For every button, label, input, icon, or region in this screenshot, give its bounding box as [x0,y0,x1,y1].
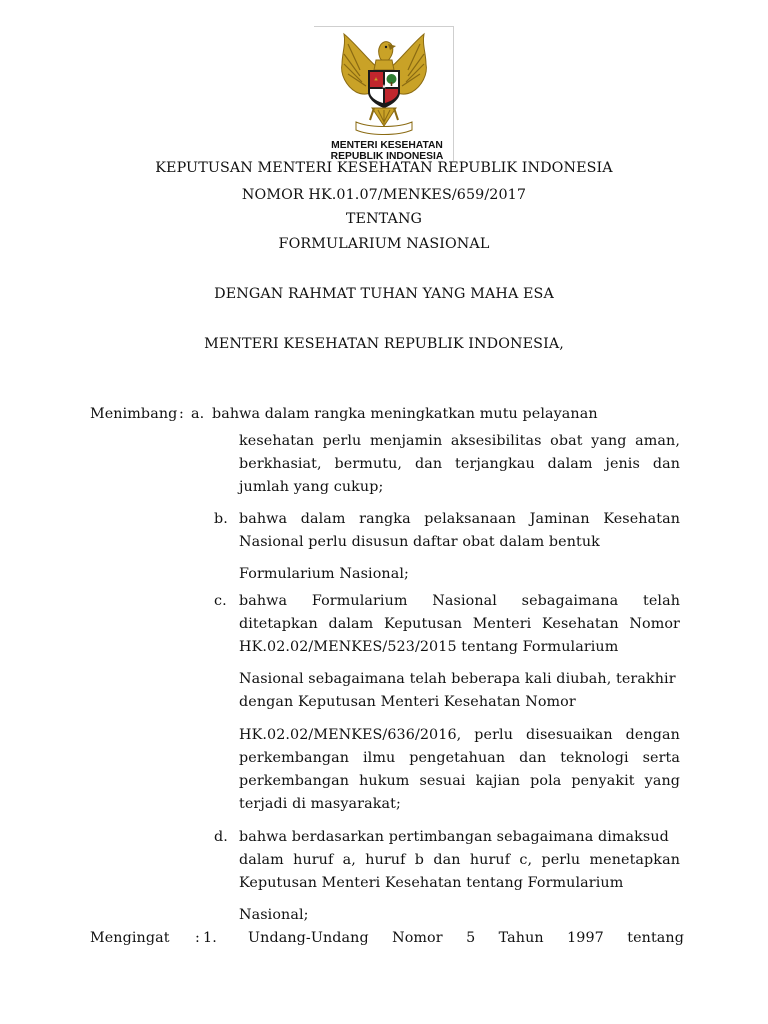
decree-title: KEPUTUSAN MENTERI KESEHATAN REPUBLIK INDONESIA [155,160,613,176]
mengingat-item-line: Undang-Undang Nomor 5 Tahun 1997 tentang [248,930,684,946]
item-d-marker: d. [214,829,228,845]
item-b-line: Formularium Nasional; [239,566,409,582]
item-b-marker: b. [214,511,228,527]
decree-tentang: TENTANG [345,211,423,227]
item-c-line: dengan Keputusan Menteri Kesehatan Nomor [239,694,576,710]
item-b-line: bahwa dalam rangka pelaksanaan Jaminan Kesehatan [239,511,680,527]
item-a-line: kesehatan perlu menjamin aksesibilitas obat yang aman, [239,433,680,449]
item-b-line: Nasional perlu disusun daftar obat dalam bentuk [239,534,600,550]
item-a-line: jumlah yang cukup; [239,479,384,495]
item-d-line: bahwa berdasarkan pertimbangan sebagaimana dimaksud [239,829,669,845]
decree-number: NOMOR HK.01.07/MENKES/659/2017 [241,187,527,203]
item-c-line: perkembangan hukum sesuai kajian pola penyakit yang [239,773,680,789]
mengingat-colon: : [195,930,200,946]
menimbang-colon: : [179,406,184,422]
decree-subject: FORMULARIUM NASIONAL [278,236,490,252]
item-c-line: ditetapkan dalam Keputusan Menteri Kesehatan Nomor [239,616,680,632]
item-d-line: Keputusan Menteri Kesehatan tentang Formularium [239,875,624,891]
item-c-line: perkembangan ilmu pengetahuan dan teknologi serta [239,750,680,766]
item-a-line: bahwa dalam rangka meningkatkan mutu pelayanan [212,406,598,422]
item-c-marker: c. [214,593,227,609]
item-c-line: HK.02.02/MENKES/523/2015 tentang Formularium [239,639,619,655]
item-c-line: HK.02.02/MENKES/636/2016, perlu disesuaikan dengan [239,727,680,743]
item-a-marker: a. [191,406,205,422]
invocation: DENGAN RAHMAT TUHAN YANG MAHA ESA [214,286,554,302]
item-c-line: terjadi di masyarakat; [239,796,401,812]
authority: MENTERI KESEHATAN REPUBLIK INDONESIA, [204,336,564,352]
head [379,42,393,61]
mengingat-label: Mengingat [90,930,170,946]
logo-caption-line2: REPUBLIK INDONESIA [330,151,444,162]
item-d-line: Nasional; [239,907,309,923]
shield [368,70,400,108]
item-c-line: Nasional sebagaimana telah beberapa kali diubah, terakhir [239,671,676,687]
logo-caption-line1: MENTERI KESEHATAN [331,140,443,151]
menimbang-label: Menimbang [90,406,178,422]
garuda-emblem-icon [330,30,438,138]
item-c-line: bahwa Formularium Nasional sebagaimana telah [239,593,680,609]
item-d-line: dalam huruf a, huruf b dan huruf c, perlu menetapkan [239,852,680,868]
mengingat-item-marker: 1. [203,930,217,946]
item-a-line: berkhasiat, bermutu, dan terjangkau dalam jenis dan [239,456,680,472]
